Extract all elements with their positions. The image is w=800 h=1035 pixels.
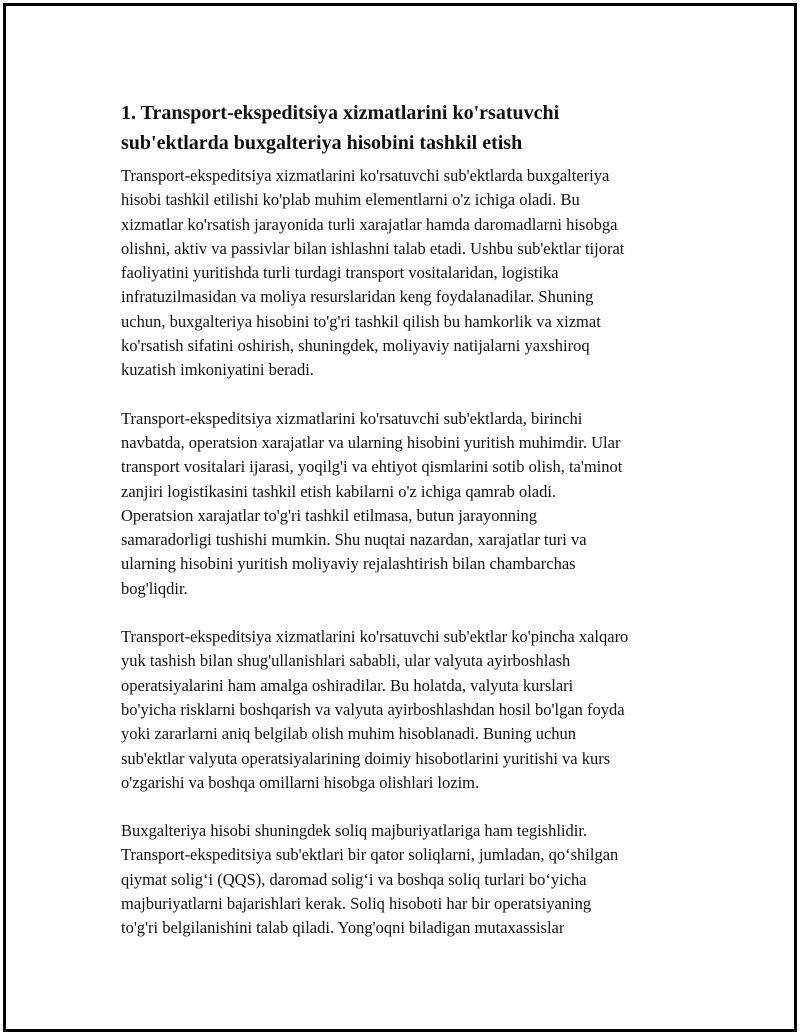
paragraph-3: Transport-ekspeditsiya xizmatlarini ko'rsatuvchi sub'ektlar ko'pincha xalqaro yuk tashish bilan shug'ullanishlari sababli, ular valyuta ayirboshlash operatsiyalarini ham amalga oshiradilar. Bu holatda, valyuta kurslari bo'yicha risklarni boshqarish va valyuta ayirboshlashdan hosil bo'lgan foyda yoki zararlarni aniq belgilab olish muhim hisoblanadi. Buning uchun sub'ektlar valyuta operatsiyalarining doimiy hisobotlarini yuritishi va kurs o'zgarishi va boshqa omillarni hisobga olishlari lozim. [121,627,629,792]
document-body [121,98,701,965]
paragraph-4: Buxgalteriya hisobi shuningdek soliq majburiyatlariga ham tegishlidir. Transport-ekspeditsiya sub'ektlari bir qator soliqlarni, jumladan, qo‘shilgan qiymat solig‘i (QQS), daromad solig‘i va boshqa soliq turlari bo‘yicha majburiyatlarni bajarishlari kerak. Soliq hisoboti har bir operatsiyaning to'g'ri belgilanishini talab qiladi. Yong'oqni biladigan mutaxassislar [121,821,619,938]
page-frame [3,3,797,1032]
section-title: 1. Transport-ekspeditsiya xizmatlarini ko'rsatuvchi sub'ektlarda buxgalteriya hisobini tashkil etish [121,102,560,154]
paragraph-2: Transport-ekspeditsiya xizmatlarini ko'rsatuvchi sub'ektlarda, birinchi navbatda, operatsion xarajatlar va ularning hisobini yuritish muhimdir. Ular transport vositalari ijarasi, yoqilg'i va ehtiyot qismlarini sotib olish, ta'minot zanjiri logistikasini tashkil etish kabilarni o'z ichiga qamrab oladi. Operatsion xarajatlar to'g'ri tashkil etilmasa, butun jarayonning samaradorligi tushishi mumkin. Shu nuqtai nazardan, xarajatlar turi va ularning hisobini yuritish moliyaviy rejalashtirish bilan chambarchas bog'liqdir. [121,408,623,598]
paragraph-1: Transport-ekspeditsiya xizmatlarini ko'rsatuvchi sub'ektlarda buxgalteriya hisobi tashkil etilishi ko'plab muhim elementlarni o'z ichiga oladi. Bu xizmatlar ko'rsatish jarayonida turli xarajatlar hamda daromadlarni hisobga olishni, aktiv va passivlar bilan ishlashni talab etadi. Ushbu sub'ektlar tijorat faoliyatini yuritishda turli turdagi transport vositalaridan, logistika infratuzilmasidan va moliya resurslaridan keng foydalanadilar. Shuning uchun, buxgalteriya hisobini to'g'ri tashkil qilish bu hamkorlik va xizmat ko'rsatish sifatini oshirish, shuningdek, moliyaviy natijalarni yaxshiroq kuzatish imkoniyatini beradi. [121,166,625,380]
